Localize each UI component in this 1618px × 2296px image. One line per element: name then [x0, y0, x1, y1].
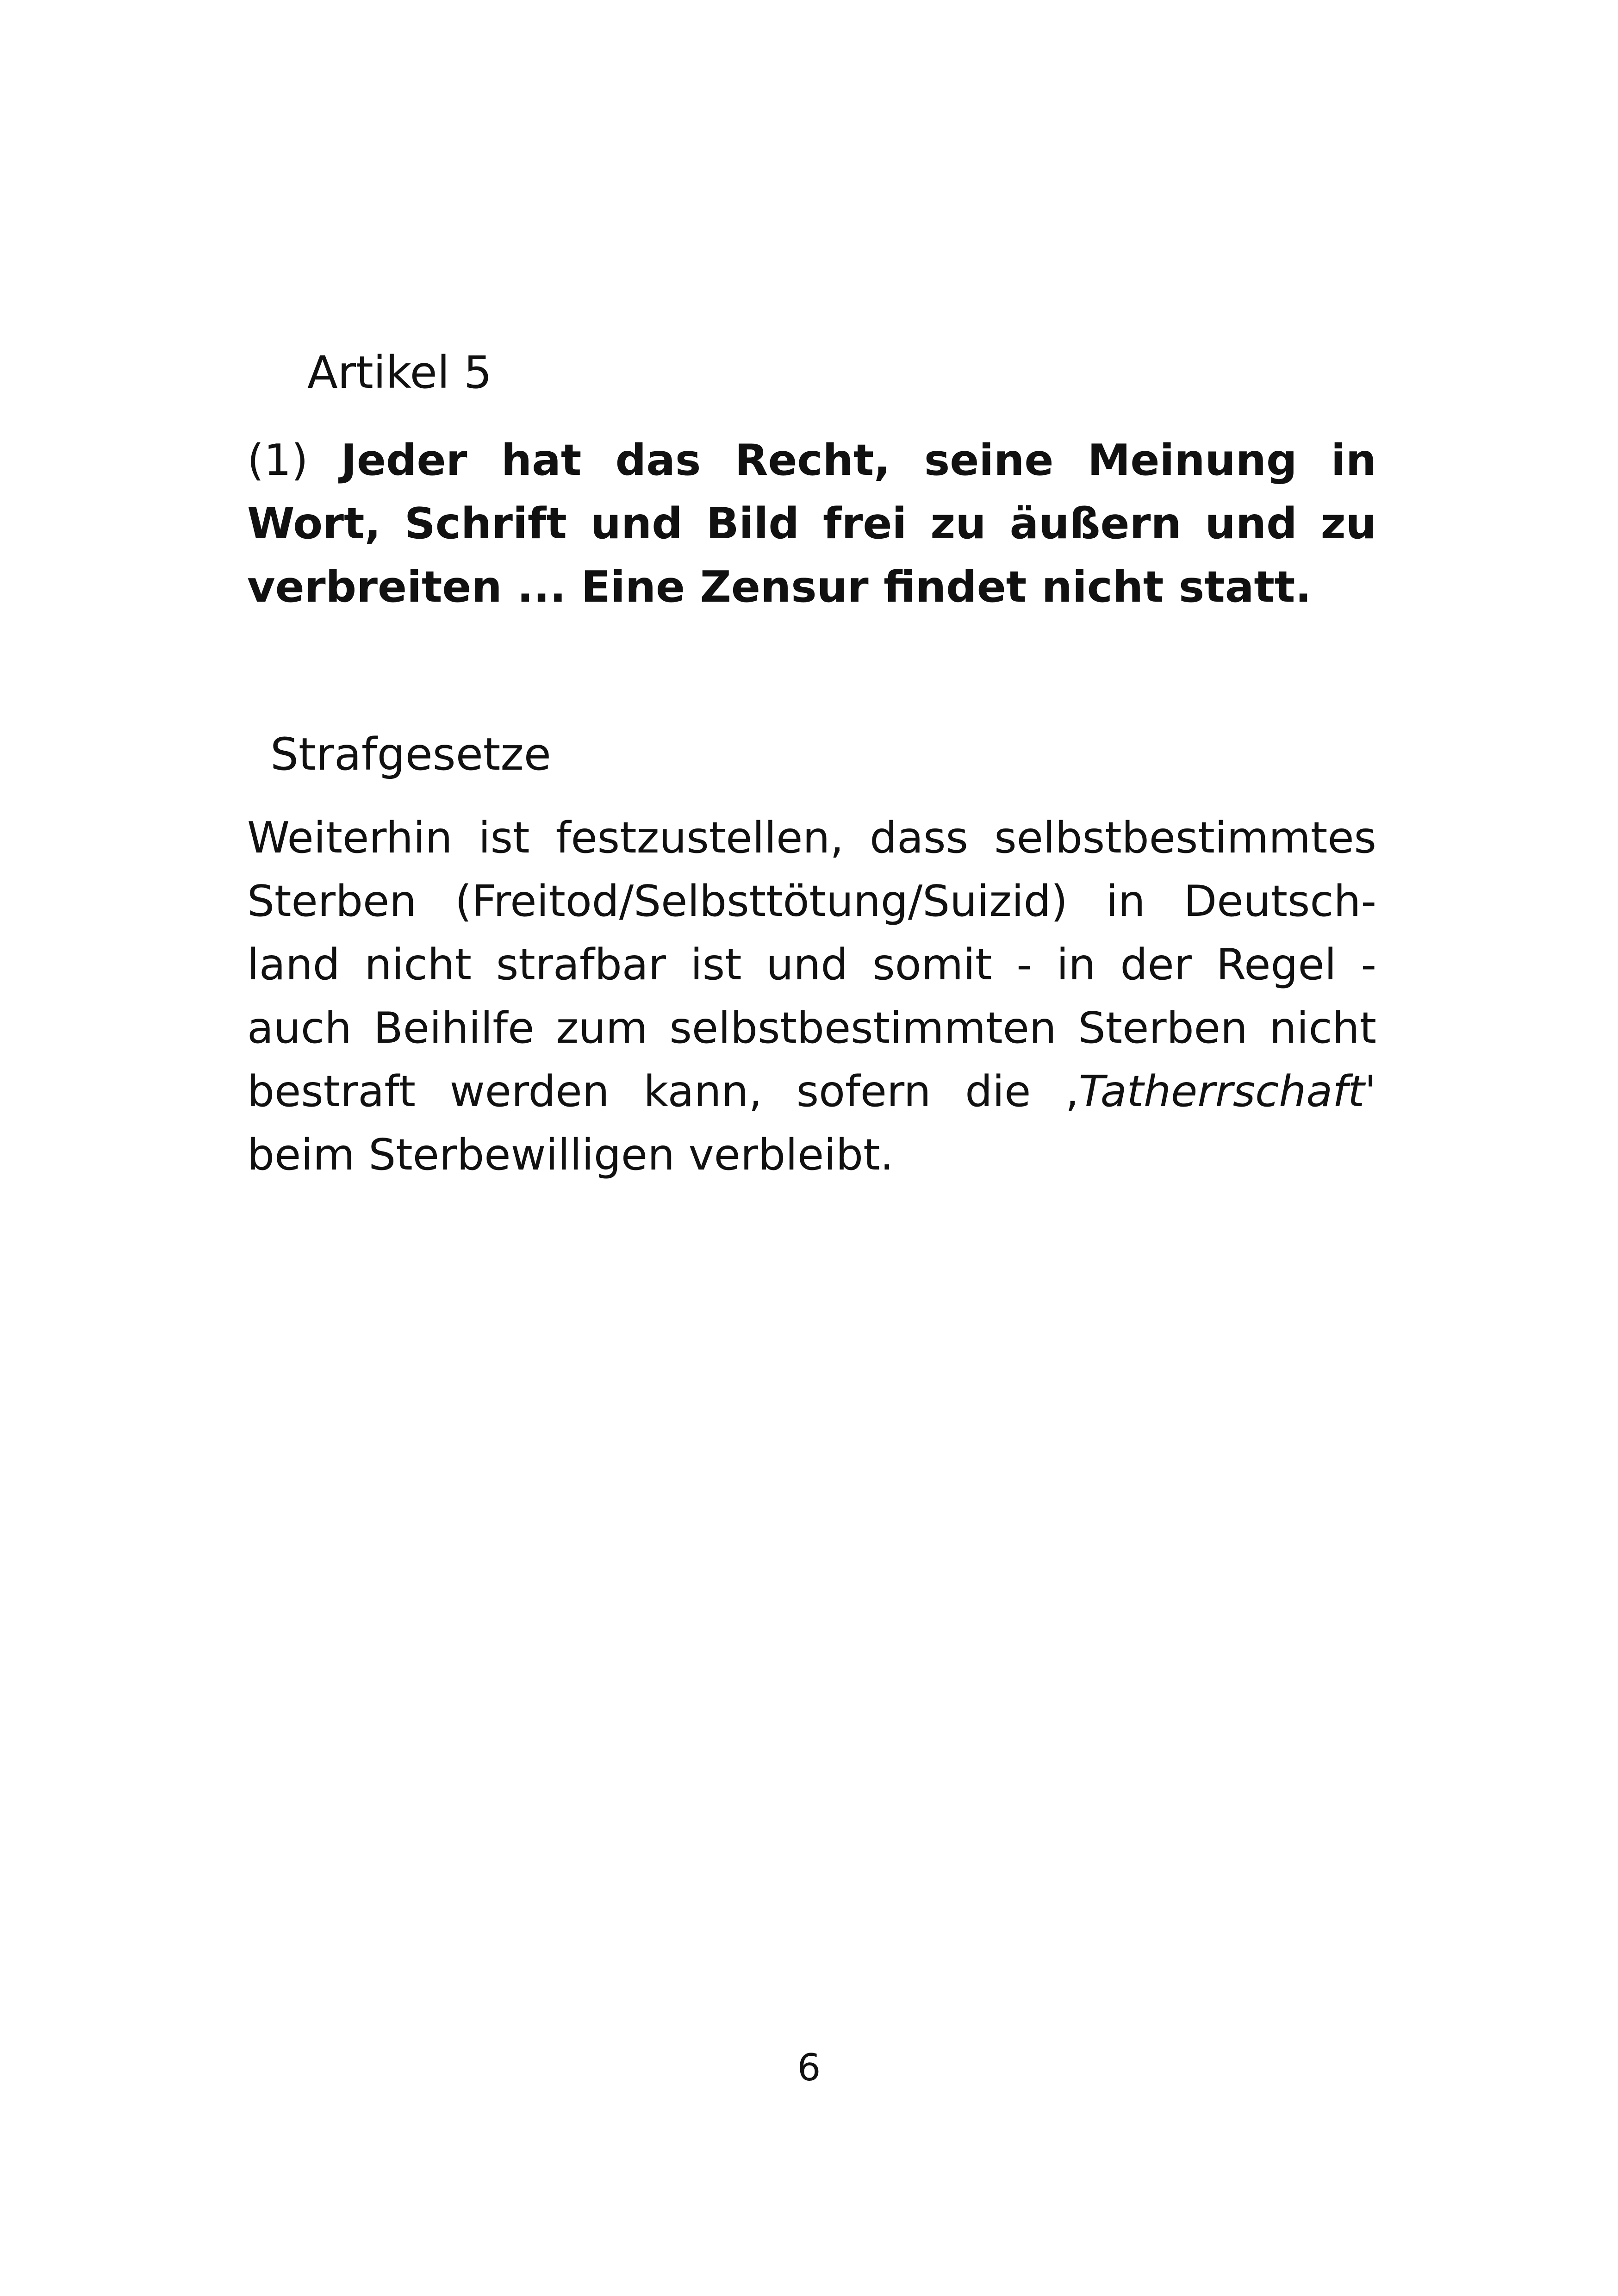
section-heading-artikel: Artikel 5 — [307, 347, 492, 398]
article-paragraph — [247, 429, 1376, 619]
strafgesetze-text-start: Weiterhin ist festzustellen, dass selbstbestimmtes Sterben (Freitod/Selbsttötung/Suizid) in Deutschland nicht strafbar ist und somit - in der Regel - auch Beihilfe zum selbstbestimmten Sterben nicht bestraft werden kann, sofern die ‚ — [247, 813, 1376, 1116]
page-number: 6 — [797, 2046, 821, 2089]
strafgesetze-text-end: ' beim Sterbewilligen verbleibt. — [247, 1066, 1376, 1180]
article-text: Jeder hat das Recht, seine Meinung in Wort, Schrift und Bild frei zu äußern und zu verbreiten ... Eine Zensur findet nicht statt. — [247, 435, 1376, 612]
strafgesetze-paragraph — [247, 806, 1376, 1187]
paragraph-number: (1) — [247, 435, 341, 485]
tatherrschaft-term: Tatherrschaft — [1078, 1066, 1365, 1116]
section-heading-strafgesetze: Strafgesetze — [270, 728, 551, 780]
